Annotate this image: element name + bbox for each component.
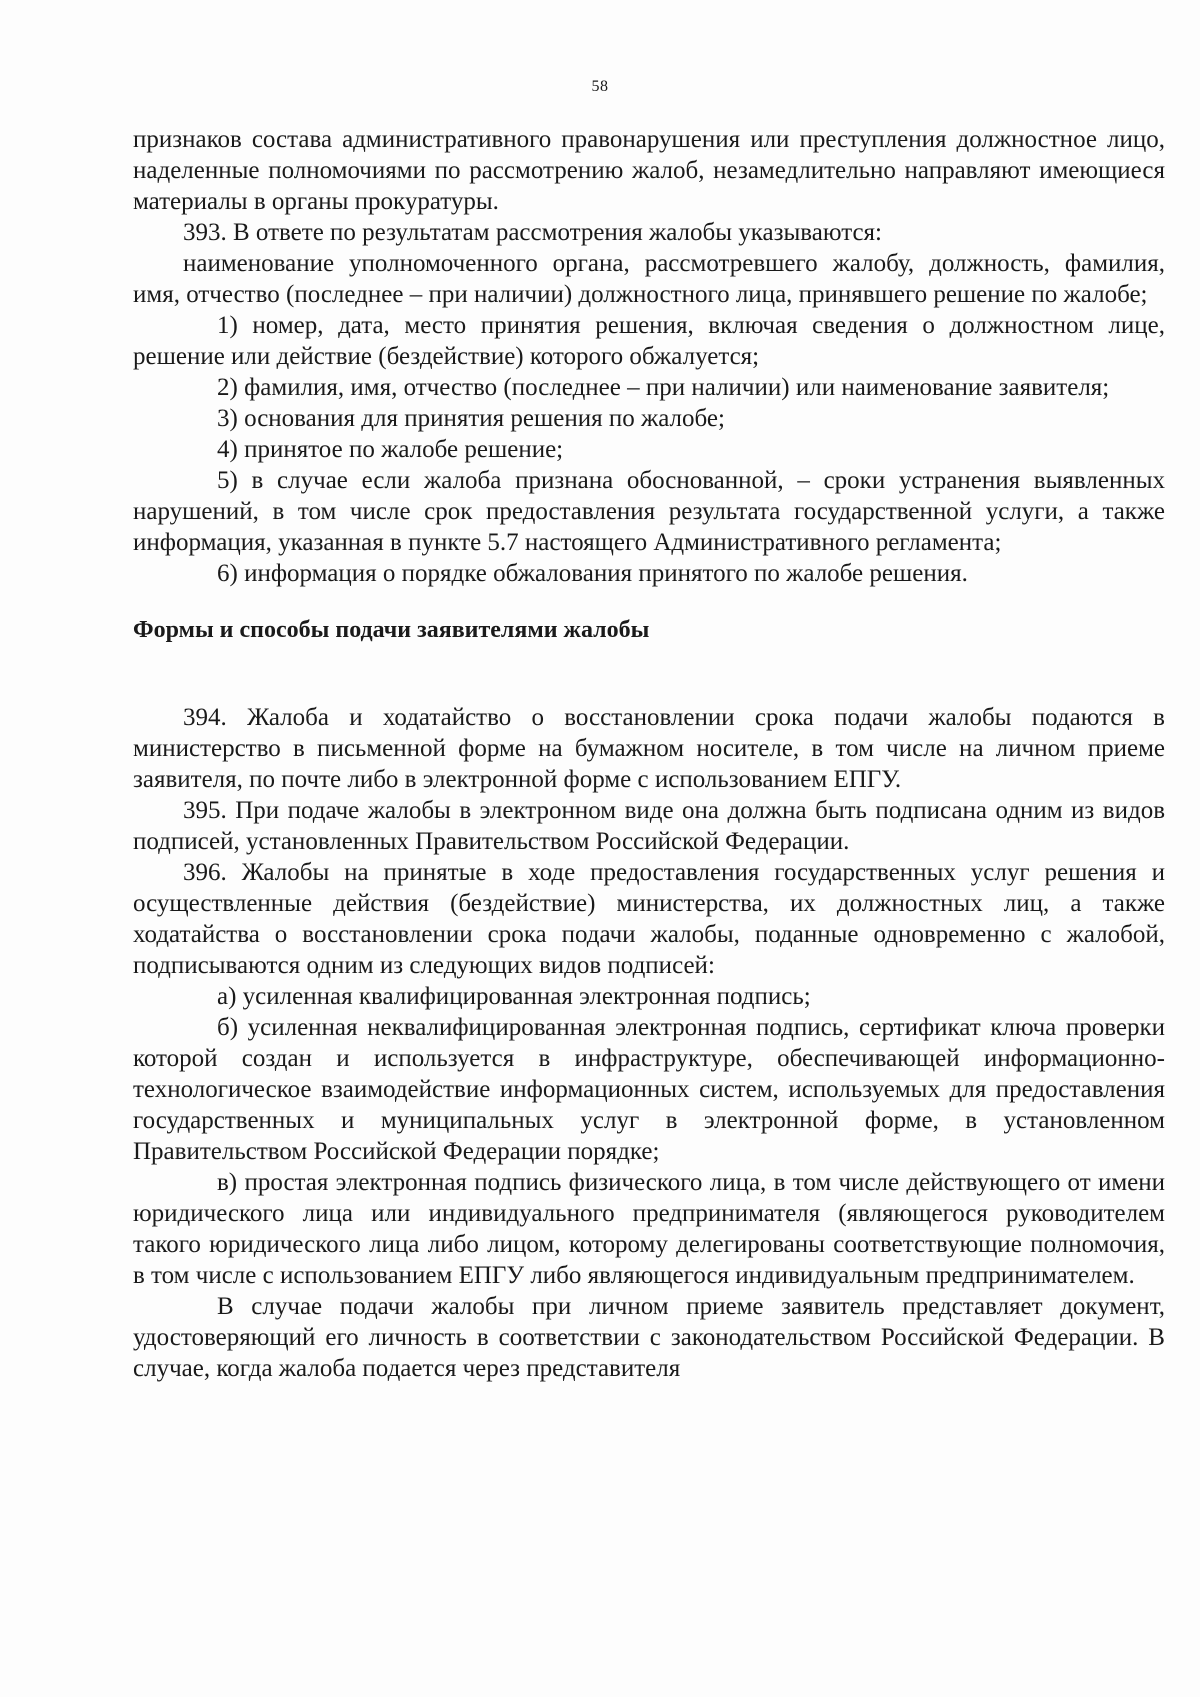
paragraph-authority-name: наименование уполномоченного органа, рассмотревшего жалобу, должность, фамилия, имя, отчество (последнее – при наличии) должностного лица, принявшего решение по жалобе; <box>133 250 1165 308</box>
spacer <box>133 646 1165 702</box>
paragraph-394: 394. Жалоба и ходатайство о восстановлении срока подачи жалобы подаются в министерство в письменной форме на бумажном носителе, в том числе на личном приеме заявителя, по почте либо в электронной форме с использованием ЕПГУ. <box>133 704 1165 793</box>
list-item-2: 2) фамилия, имя, отчество (последнее – при наличии) или наименование заявителя; <box>217 374 1110 401</box>
list-item-a: а) усиленная квалифицированная электронная подпись; <box>217 983 811 1010</box>
list-item-1: 1) номер, дата, место принятия решения, включая сведения о должностном лице, решение или действие (бездействие) которого обжалуется; <box>133 312 1165 370</box>
document-body <box>133 124 1165 1384</box>
page-number: 58 <box>591 78 609 95</box>
spacer <box>133 589 1165 615</box>
list-item-6: 6) информация о порядке обжалования принятого по жалобе решения. <box>217 560 968 587</box>
list-item-b: б) усиленная неквалифицированная электронная подпись, сертификат ключа проверки которой создан и используется в инфраструктуре, обеспечивающей информационно-технологическое взаимодействие информационных систем, используемых для предоставления государственных и муниципальных услуг в электронной форме, в установленном Правительством Российской Федерации порядке; <box>133 1014 1165 1165</box>
paragraph-393: 393. В ответе по результатам рассмотрения жалобы указываются: <box>183 219 882 246</box>
section-heading: Формы и способы подачи заявителями жалобы <box>133 617 650 643</box>
list-item-3: 3) основания для принятия решения по жалобе; <box>217 405 725 432</box>
list-item-5: 5) в случае если жалоба признана обоснованной, – сроки устранения выявленных нарушений, в том числе срок предоставления результата государственной услуги, а также информация, указанная в пункте 5.7 настоящего Административного регламента; <box>133 467 1165 556</box>
list-item-4: 4) принятое по жалобе решение; <box>217 436 564 463</box>
paragraph-395: 395. При подаче жалобы в электронном виде она должна быть подписана одним из видов подписей, установленных Правительством Российской Федерации. <box>133 797 1165 855</box>
list-item-v: в) простая электронная подпись физического лица, в том числе действующего от имени юридического лица или индивидуального предпринимателя (являющегося руководителем такого юридического лица либо лицом, которому делегированы соответствующие полномочия, в том числе с использованием ЕПГУ либо являющегося индивидуальным предпринимателем. <box>133 1169 1165 1289</box>
paragraph-396: 396. Жалобы на принятые в ходе предоставления государственных услуг решения и осуществленные действия (бездействие) министерства, их должностных лиц, а также ходатайства о восстановлении срока подачи жалобы, поданные одновременно с жалобой, подписываются одним из следующих видов подписей: <box>133 859 1165 979</box>
paragraph-personal-reception: В случае подачи жалобы при личном приеме заявитель представляет документ, удостоверяющий его личность в соответствии с законодательством Российской Федерации. В случае, когда жалоба подается через представителя <box>133 1293 1165 1382</box>
paragraph-continuation: признаков состава административного правонарушения или преступления должностное лицо, наделенные полномочиями по рассмотрению жалоб, незамедлительно направляют имеющиеся материалы в органы прокуратуры. <box>133 126 1165 215</box>
